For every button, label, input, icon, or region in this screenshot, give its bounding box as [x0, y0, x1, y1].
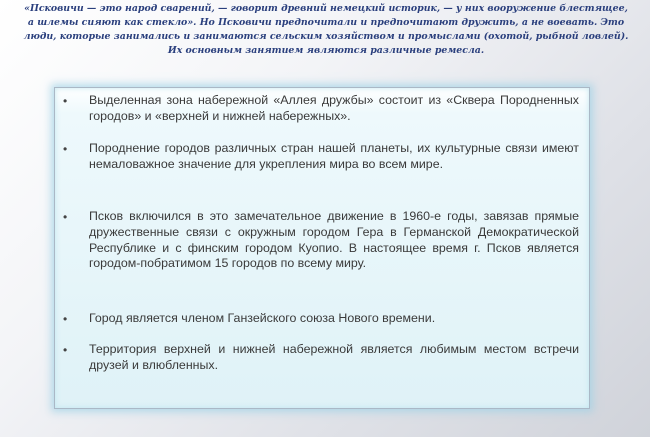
bullet-text: Псков включился в это замечательное движение в 1960-е годы, завязав прямые дружественные связи с окружным городом Гера в Германской Демократической Республике и с финским городом Куопио. В настоящее время г. Псков является городом-побратимом 15 городов по всему миру.: [89, 209, 579, 271]
bullet-icon: •: [63, 94, 68, 108]
bullet-icon: •: [63, 210, 68, 224]
bullet-icon: •: [63, 312, 68, 326]
bullet-text: Территория верхней и нижней набережной является любимым местом встречи друзей и влюбленных.: [89, 342, 579, 372]
bullet-text: Город является членом Ганзейского союза Нового времени.: [89, 311, 436, 325]
bullet-text: Породнение городов различных стран нашей планеты, их культурные связи имеют немаловажное значение для укрепления мира во всем мире.: [89, 141, 579, 171]
bullet-text: Выделенная зона набережной «Аллея дружбы» состоит из «Сквера Породненных городов» и «верхней и нижней набережных».: [89, 93, 579, 123]
content-panel: [54, 87, 590, 409]
bullet-icon: •: [63, 343, 68, 357]
slide-quote: «Псковичи — это народ сварений, — говорит древний немецкий историк, — у них вооружение блестящее, а шлемы сияют как стекло». Но Псковичи предпочитали и предпочитают дружить, а не воевать. Это люди, которые занимались и занимаются сельским хозяйством и промыслами (охотой, рыбной ловлей). Их основным занятием являются различные ремесла.: [23, 3, 629, 56]
bullet-icon: •: [63, 142, 68, 156]
